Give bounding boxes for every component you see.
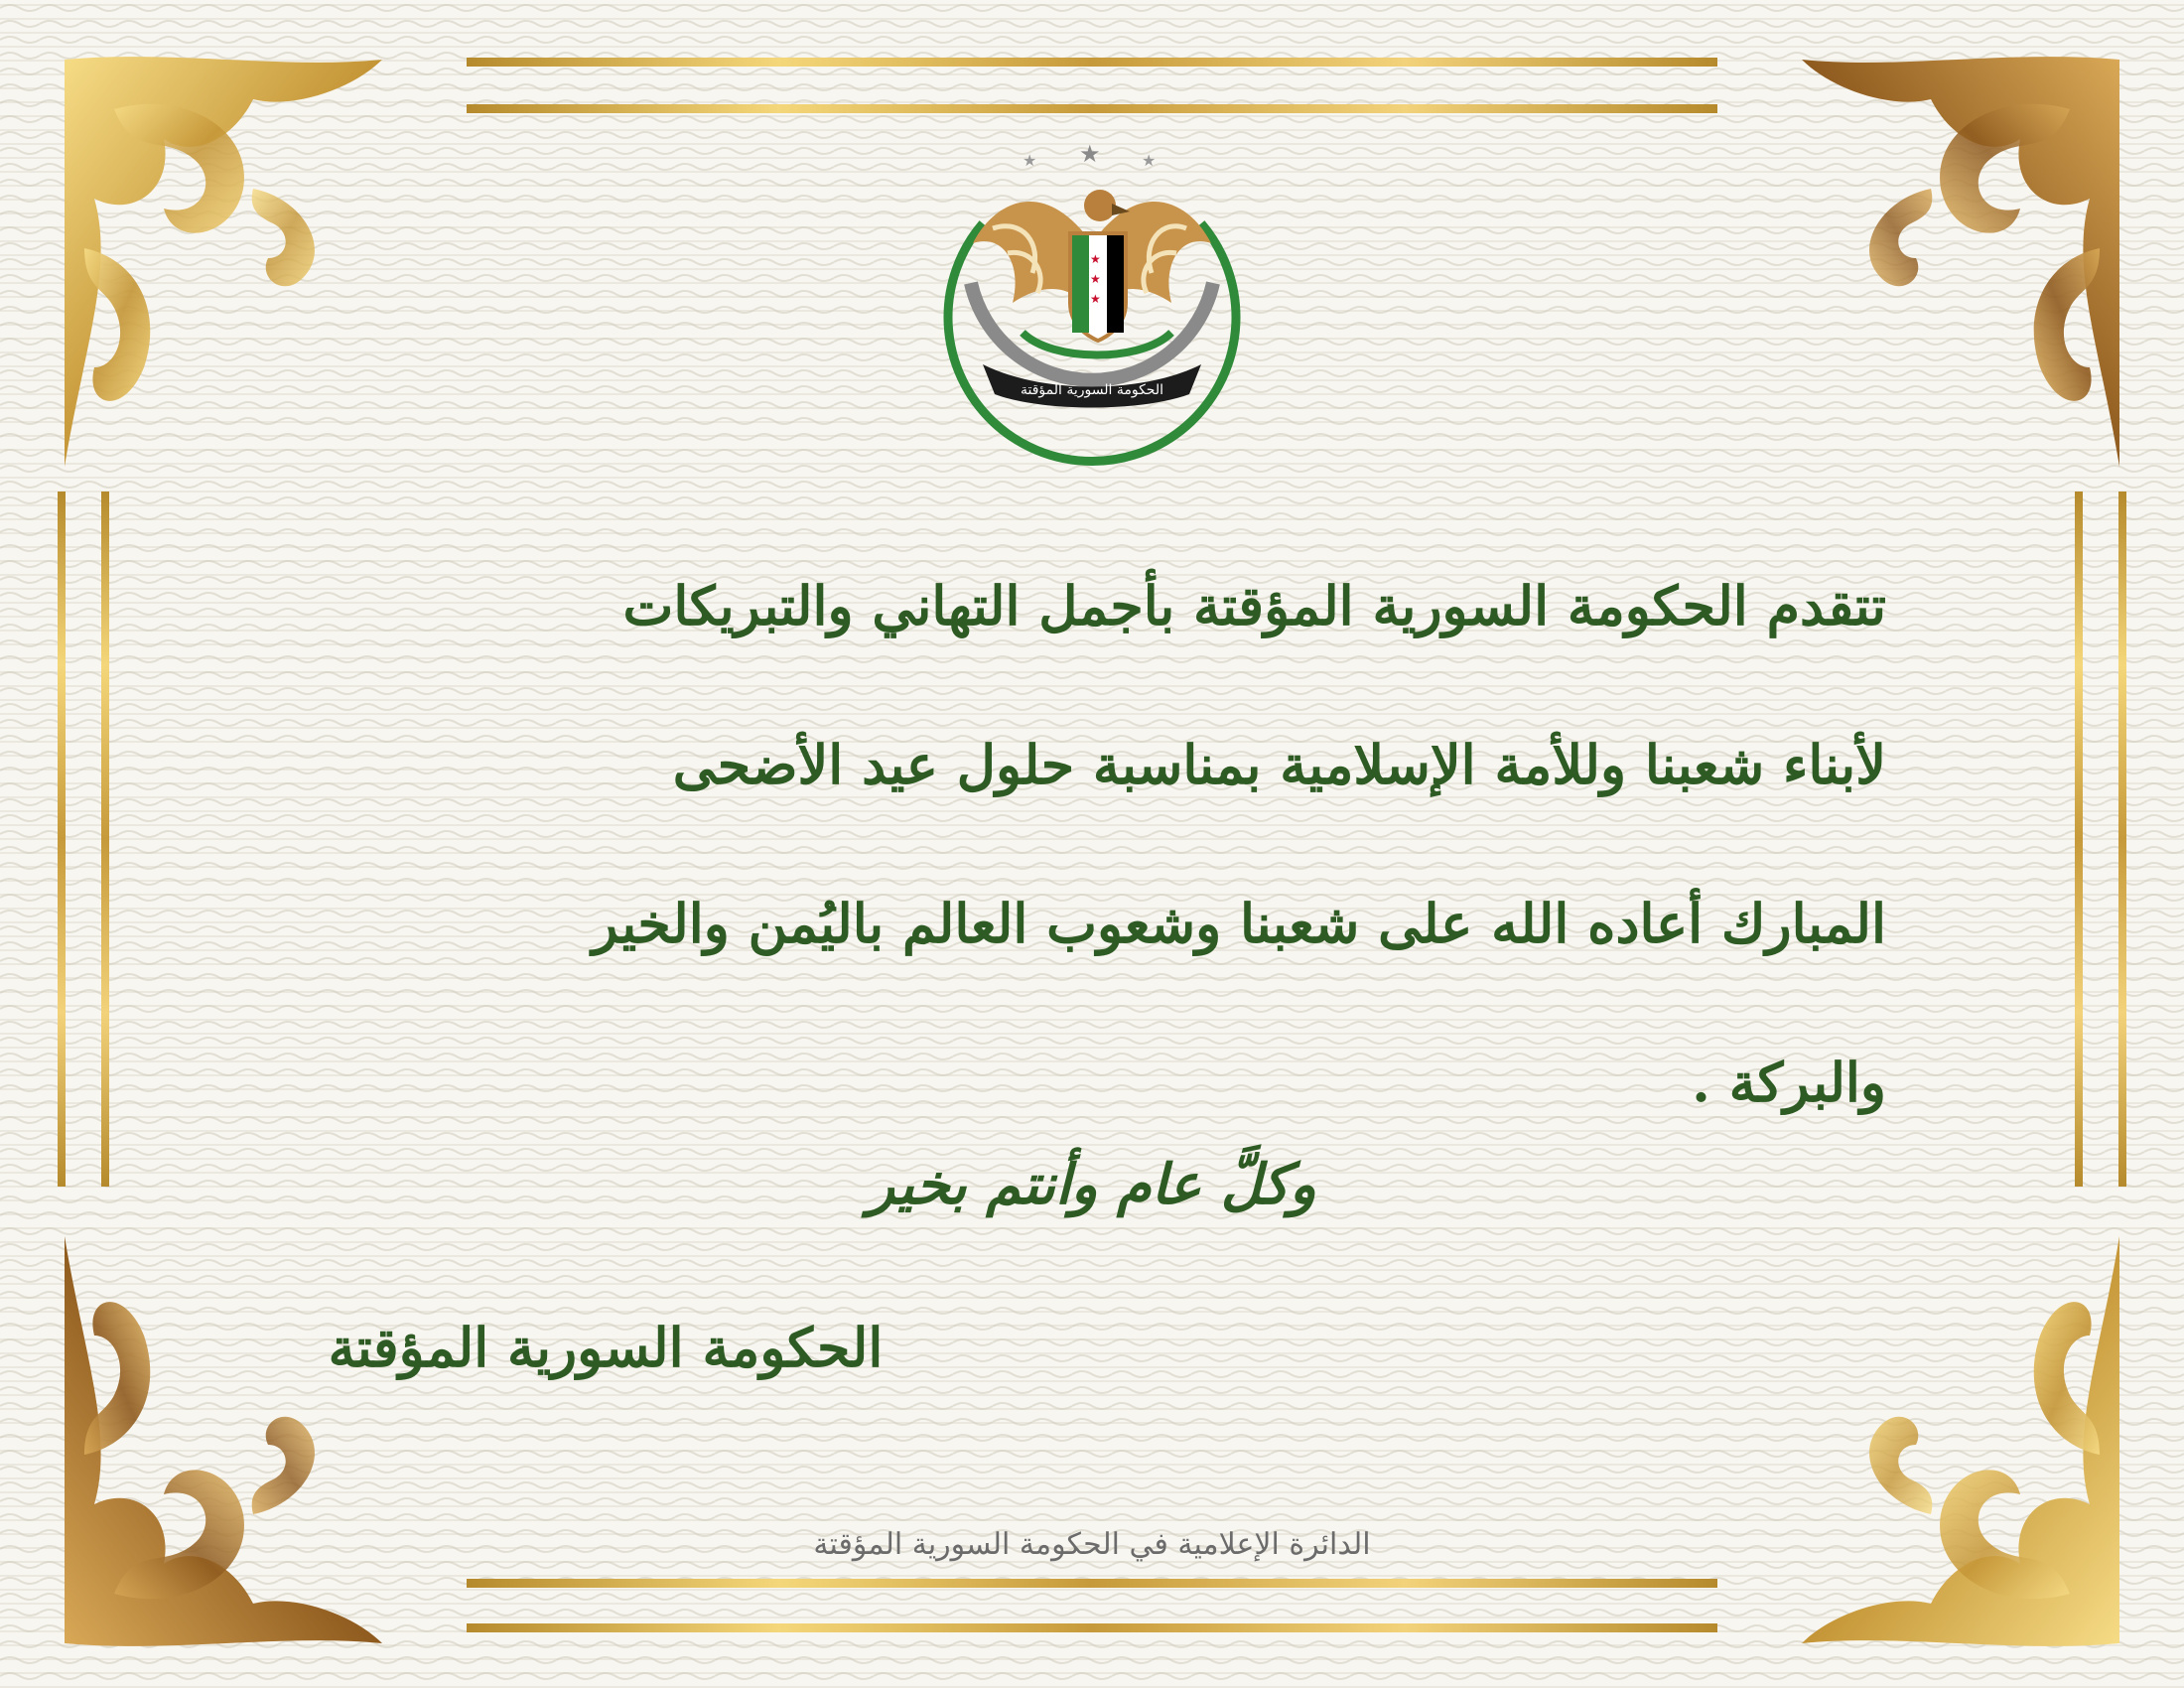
ornament-corner-bottom-right (1712, 1187, 2129, 1653)
svg-text:★: ★ (1142, 151, 1157, 170)
frame-line-left-inner (101, 492, 109, 1187)
svg-text:★: ★ (1090, 252, 1101, 266)
svg-text:★: ★ (1090, 292, 1101, 306)
frame-line-left-outer (58, 492, 66, 1187)
frame-line-right-inner (2075, 492, 2083, 1187)
ornament-corner-bottom-left (55, 1187, 472, 1653)
svg-text:★: ★ (1079, 140, 1101, 168)
frame-line-right-outer (2118, 492, 2126, 1187)
svg-text:★: ★ (1090, 272, 1101, 286)
body-line-2: لأبناء شعبنا وللأمة الإسلامية بمناسبة حلول عيد الأضحى (672, 733, 1886, 796)
greeting-message-body (298, 526, 1886, 1162)
holiday-greeting: وكلَّ عام وأنتم بخير (868, 1152, 1316, 1217)
frame-line-bottom-outer (467, 1623, 1717, 1632)
frame-line-top-inner (467, 104, 1717, 113)
frame-line-top-outer (467, 58, 1717, 67)
body-line-3: المبارك أعاده الله على شعبنا وشعوب العالم باليُمن والخير (592, 892, 1886, 955)
frame-line-bottom-inner (467, 1579, 1717, 1588)
body-line-4: والبركة . (1692, 1051, 1886, 1114)
government-emblem-eagle-logo (923, 134, 1261, 472)
svg-text:★: ★ (1023, 151, 1037, 170)
ornament-corner-top-left (55, 50, 472, 516)
footer-department: الدائرة الإعلامية في الحكومة السورية المؤقتة (813, 1527, 1371, 1562)
svg-text:الحكومة السورية المؤقتة: الحكومة السورية المؤقتة (1020, 382, 1164, 398)
ornament-corner-top-right (1712, 50, 2129, 516)
signature: الحكومة السورية المؤقتة (328, 1316, 884, 1379)
body-line-1: تتقدم الحكومة السورية المؤقتة بأجمل التهاني والتبريكات (622, 574, 1886, 637)
